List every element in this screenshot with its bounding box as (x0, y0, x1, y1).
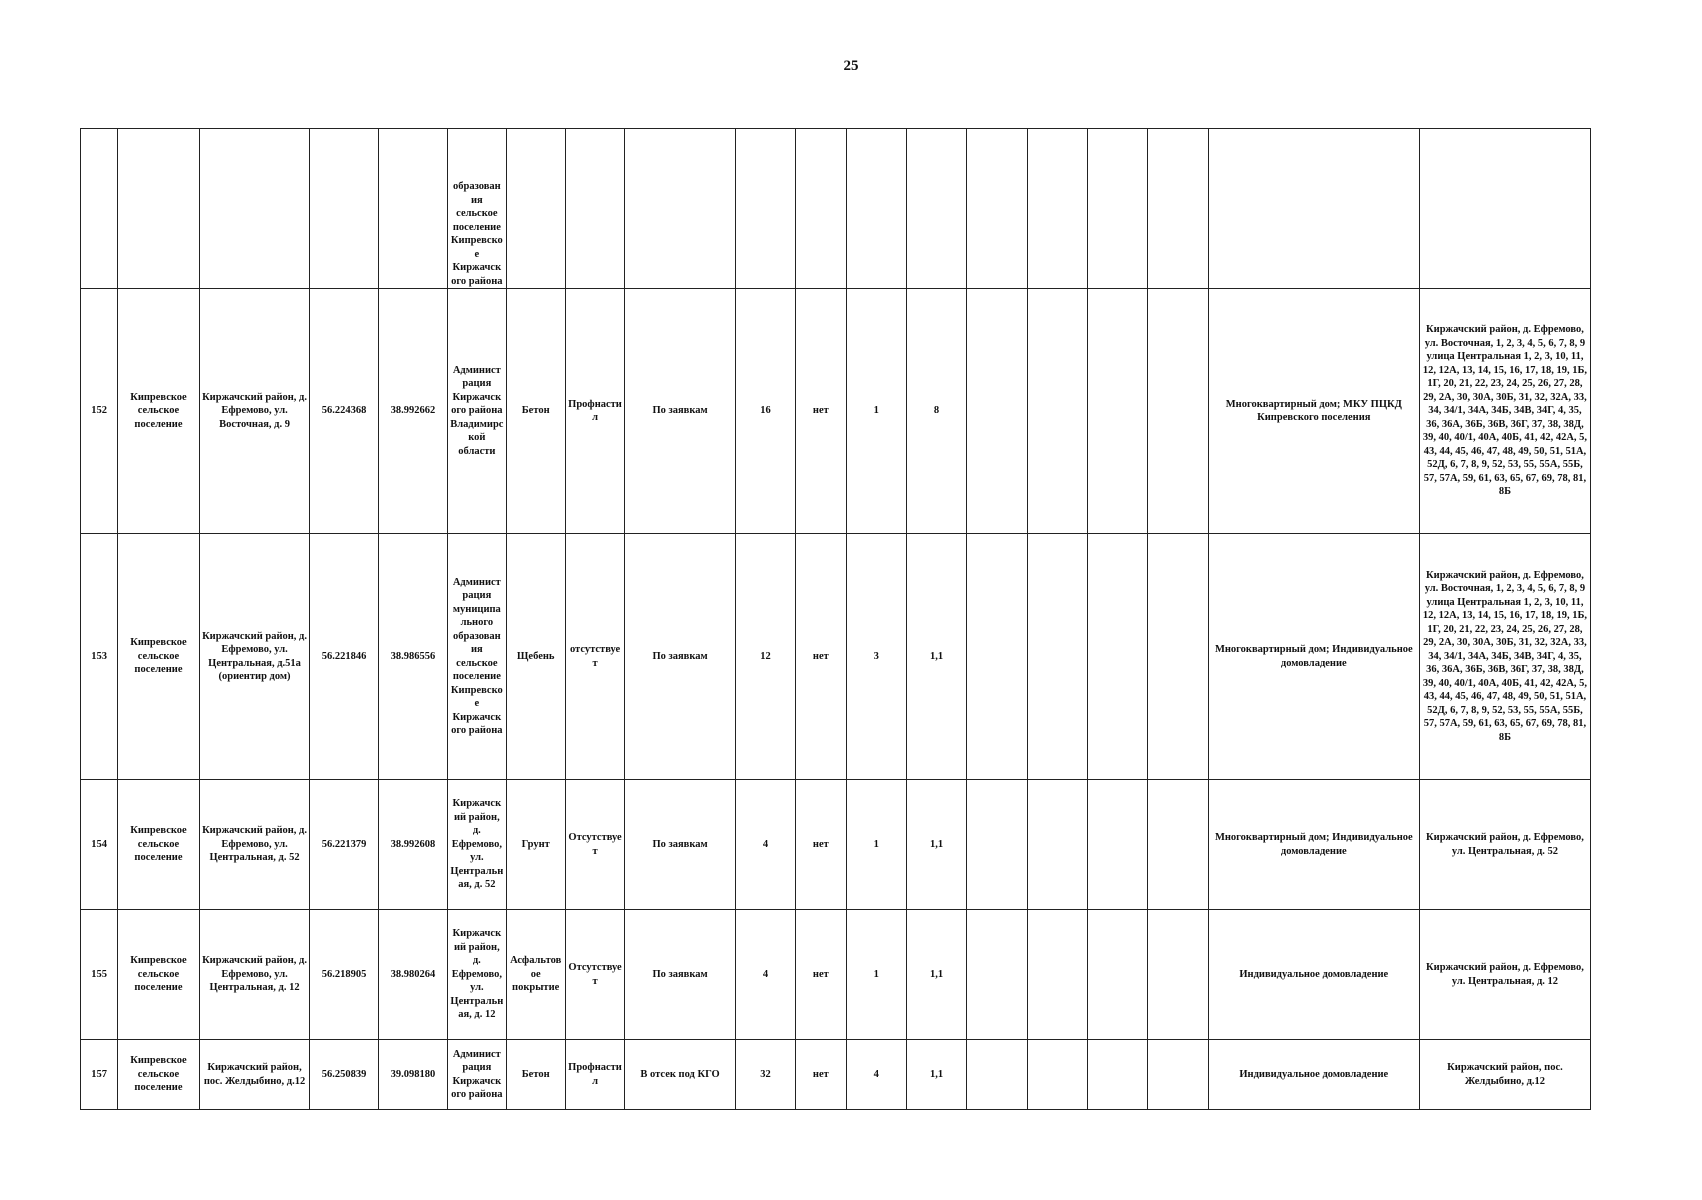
page-number: 25 (843, 58, 859, 74)
cell-c17 (1148, 1040, 1208, 1110)
cell-containers: 1 (846, 910, 906, 1040)
cell-c17 (1148, 910, 1208, 1040)
cell-c14 (967, 289, 1027, 534)
cell-settlement: Кипревское сельское поселение (118, 780, 199, 910)
cell-c16 (1087, 289, 1147, 534)
cell-served: Киржачский район, д. Ефремово, ул. Восточная, 1, 2, 3, 4, 5, 6, 7, 8, 9 улица Центральная 1, 2, 3, 10, 11, 12, 12А, 13, 14, 15, 16, 17, 18, 19, 1Б, 1Г, 20, 21, 22, 23, 24, 25, 26, 27, 28, 29, 2А, 30, 30А, 30Б, 31, 32, 32А, 33, 34, 34/1, 34А, 34Б, 34В, 34Г, 4, 35, 36, 36А, 36Б, 36В, 36Г, 37, 38, 38Д, 39, 40, 40/1, 40А, 40Б, 41, 42, 42А, 5, 43, 44, 45, 46, 47, 48, 49, 50, 51, 51А, 52Д, 6, 7, 8, 9, 52, 53, 55, 55А, 55Б, 57, 57А, 59, 61, 63, 65, 67, 69, 78, 81, 8Б (1419, 289, 1590, 534)
cell-num: 154 (81, 780, 118, 910)
cell-sorting: нет (796, 780, 846, 910)
cell-owner: Киржачский район, д. Ефремово, ул. Центральная, д. 52 (448, 780, 506, 910)
cell-lat: 56.250839 (310, 1040, 378, 1110)
cell-settlement (118, 129, 199, 289)
table-row (81, 534, 1591, 780)
cell-sorting: нет (796, 289, 846, 534)
cell-c15 (1027, 289, 1087, 534)
cell-lon: 38.980264 (378, 910, 447, 1040)
cell-fence: Профнастил (565, 289, 624, 534)
cell-sources (1208, 129, 1419, 289)
cell-served (1419, 129, 1590, 289)
cell-num (81, 129, 118, 289)
cell-surface: Бетон (506, 289, 565, 534)
cell-sorting (796, 129, 846, 289)
cell-lon: 38.992608 (378, 780, 447, 910)
cell-c14 (967, 534, 1027, 780)
cell-owner: Киржачский район, д. Ефремово, ул. Центральная, д. 12 (448, 910, 506, 1040)
cell-surface (506, 129, 565, 289)
cell-volume: 1,1 (906, 534, 966, 780)
cell-volume: 1,1 (906, 780, 966, 910)
cell-area: 4 (735, 910, 795, 1040)
cell-address: Киржачский район, пос. Желдыбино, д.12 (199, 1040, 310, 1110)
cell-fence: Отсутствует (565, 780, 624, 910)
cell-settlement: Кипревское сельское поселение (118, 910, 199, 1040)
cell-sources: Многоквартирный дом; Индивидуальное домовладение (1208, 534, 1419, 780)
cell-c14 (967, 910, 1027, 1040)
cell-settlement: Кипревское сельское поселение (118, 534, 199, 780)
cell-address: Киржачский район, д. Ефремово, ул. Центральная, д. 12 (199, 910, 310, 1040)
cell-c17 (1148, 129, 1208, 289)
cell-schedule: По заявкам (625, 780, 736, 910)
cell-c14 (967, 1040, 1027, 1110)
cell-lat (310, 129, 378, 289)
cell-fence (565, 129, 624, 289)
cell-surface: Щебень (506, 534, 565, 780)
table-row (81, 910, 1591, 1040)
cell-sources: Индивидуальное домовладение (1208, 1040, 1419, 1110)
cell-schedule: По заявкам (625, 534, 736, 780)
cell-c16 (1087, 534, 1147, 780)
cell-area: 12 (735, 534, 795, 780)
cell-c15 (1027, 129, 1087, 289)
cell-owner: образования сельское поселение Кипревское Киржачского района (448, 129, 506, 289)
cell-sources: Многоквартирный дом; Индивидуальное домовладение (1208, 780, 1419, 910)
cell-c17 (1148, 534, 1208, 780)
cell-surface: Асфальтовое покрытие (506, 910, 565, 1040)
cell-lat: 56.224368 (310, 289, 378, 534)
cell-schedule: По заявкам (625, 289, 736, 534)
cell-c16 (1087, 129, 1147, 289)
cell-c17 (1148, 289, 1208, 534)
cell-lon (378, 129, 447, 289)
cell-lat: 56.218905 (310, 910, 378, 1040)
cell-containers: 1 (846, 780, 906, 910)
cell-schedule: По заявкам (625, 910, 736, 1040)
cell-c15 (1027, 910, 1087, 1040)
cell-lon: 38.986556 (378, 534, 447, 780)
cell-lon: 39.098180 (378, 1040, 447, 1110)
cell-sorting: нет (796, 534, 846, 780)
cell-surface: Грунт (506, 780, 565, 910)
cell-schedule (625, 129, 736, 289)
cell-area: 16 (735, 289, 795, 534)
cell-lat: 56.221379 (310, 780, 378, 910)
cell-owner: Администрация муниципального образования сельское поселение Кипревское Киржачского района (448, 534, 506, 780)
cell-containers: 3 (846, 534, 906, 780)
cell-address: Киржачский район, д. Ефремово, ул. Центральная, д.51а (ориентир дом) (199, 534, 310, 780)
cell-area (735, 129, 795, 289)
cell-c14 (967, 129, 1027, 289)
cell-fence: Профнастил (565, 1040, 624, 1110)
table-row (81, 289, 1591, 534)
cell-volume: 8 (906, 289, 966, 534)
cell-containers: 4 (846, 1040, 906, 1110)
cell-c16 (1087, 780, 1147, 910)
cell-c15 (1027, 780, 1087, 910)
cell-sorting: нет (796, 910, 846, 1040)
table-row (81, 780, 1591, 910)
cell-served: Киржачский район, д. Ефремово, ул. Центральная, д. 52 (1419, 780, 1590, 910)
table-row (81, 1040, 1591, 1110)
cell-num: 155 (81, 910, 118, 1040)
cell-settlement: Кипревское сельское поселение (118, 1040, 199, 1110)
cell-address (199, 129, 310, 289)
cell-volume: 1,1 (906, 910, 966, 1040)
cell-c16 (1087, 1040, 1147, 1110)
cell-sorting: нет (796, 1040, 846, 1110)
cell-num: 157 (81, 1040, 118, 1110)
cell-served: Киржачский район, д. Ефремово, ул. Центральная, д. 12 (1419, 910, 1590, 1040)
cell-num: 153 (81, 534, 118, 780)
cell-volume (906, 129, 966, 289)
cell-c15 (1027, 1040, 1087, 1110)
cell-containers: 1 (846, 289, 906, 534)
cell-lat: 56.221846 (310, 534, 378, 780)
cell-sources: Многоквартирный дом; МКУ ПЦКД Кипревского поселения (1208, 289, 1419, 534)
cell-c17 (1148, 780, 1208, 910)
cell-volume: 1,1 (906, 1040, 966, 1110)
cell-owner: Администрация Киржачского района Владимирской области (448, 289, 506, 534)
table-row (81, 129, 1591, 289)
cell-address: Киржачский район, д. Ефремово, ул. Центральная, д. 52 (199, 780, 310, 910)
cell-surface: Бетон (506, 1040, 565, 1110)
cell-served: Киржачский район, д. Ефремово, ул. Восточная, 1, 2, 3, 4, 5, 6, 7, 8, 9 улица Центральная 1, 2, 3, 10, 11, 12, 12А, 13, 14, 15, 16, 17, 18, 19, 1Б, 1Г, 20, 21, 22, 23, 24, 25, 26, 27, 28, 29, 2А, 30, 30А, 30Б, 31, 32, 32А, 33, 34, 34/1, 34А, 34Б, 34В, 34Г, 4, 35, 36, 36А, 36Б, 36В, 36Г, 37, 38, 38Д, 39, 40, 40/1, 40А, 40Б, 41, 42, 42А, 5, 43, 44, 45, 46, 47, 48, 49, 50, 51, 51А, 52Д, 6, 7, 8, 9, 52, 53, 55, 55А, 55Б, 57, 57А, 59, 61, 63, 65, 67, 69, 78, 81, 8Б (1419, 534, 1590, 780)
cell-area: 32 (735, 1040, 795, 1110)
cell-settlement: Кипревское сельское поселение (118, 289, 199, 534)
cell-containers (846, 129, 906, 289)
cell-c14 (967, 780, 1027, 910)
cell-num: 152 (81, 289, 118, 534)
cell-owner: Администрация Киржачского района (448, 1040, 506, 1110)
cell-schedule: В отсек под КГО (625, 1040, 736, 1110)
cell-fence: отсутствует (565, 534, 624, 780)
cell-c15 (1027, 534, 1087, 780)
cell-area: 4 (735, 780, 795, 910)
cell-c16 (1087, 910, 1147, 1040)
cell-address: Киржачский район, д. Ефремово, ул. Восточная, д. 9 (199, 289, 310, 534)
cell-lon: 38.992662 (378, 289, 447, 534)
cell-served: Киржачский район, пос. Желдыбино, д.12 (1419, 1040, 1590, 1110)
cell-fence: Отсутствует (565, 910, 624, 1040)
cell-sources: Индивидуальное домовладение (1208, 910, 1419, 1040)
registry-table (80, 128, 1591, 1110)
